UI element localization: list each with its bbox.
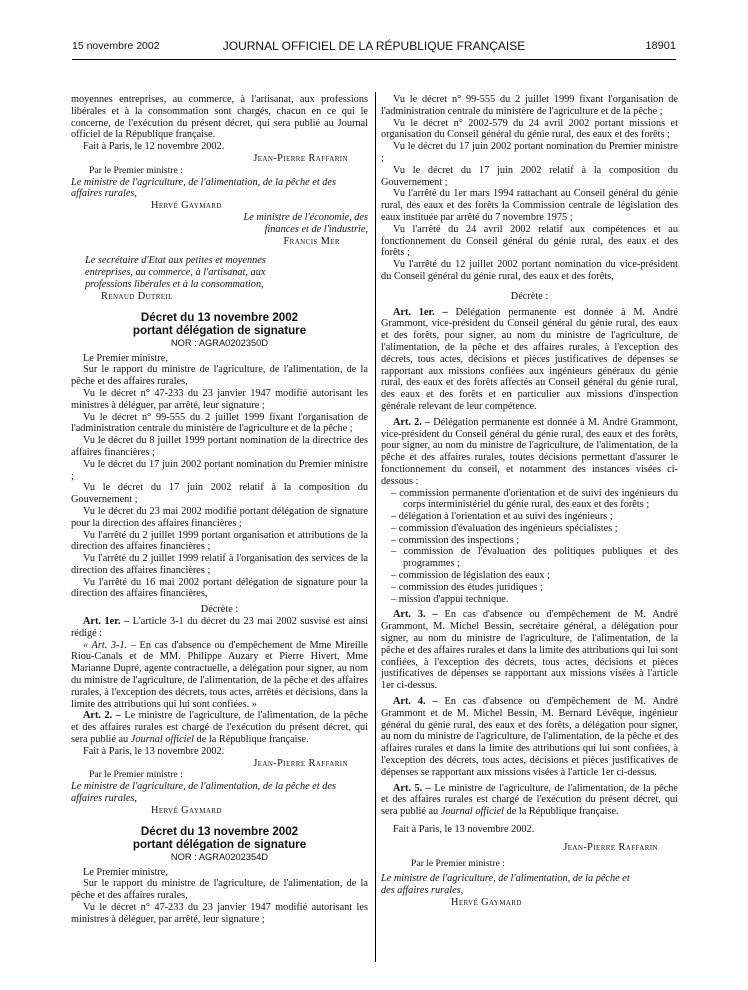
signature-premier-ministre: Jean-Pierre Raffarin — [253, 757, 348, 769]
left-column — [71, 94, 368, 926]
visa: Vu l'arrêté du 16 mai 2002 portant délégation de signature pour la direction des affaires financières, — [71, 576, 368, 600]
visa: Vu le décret du 23 mai 2002 modifié portant délégation de signature pour la direction des affaires financières ; — [71, 505, 368, 529]
list-item: – délégation à l'orientation et au suivi des ingénieurs ; — [391, 511, 613, 523]
signature-dutreil: Renaud Dutreil — [101, 290, 173, 302]
list-item: – commission des études juridiques ; — [391, 581, 543, 593]
decree-title: Décret du 13 novembre 2002 — [140, 824, 299, 838]
ministre-agriculture-title: Le ministre de l'agriculture, de l'alimentation, de la pêche et des affaires rurales, — [381, 873, 630, 897]
article-label: Art. 3. – — [393, 609, 438, 621]
signature-mer: Francis Mer — [283, 235, 340, 247]
signature-gaymard: Hervé Gaymard — [451, 897, 522, 908]
par-le-premier-ministre: Par le Premier ministre : — [89, 769, 183, 781]
visa: Vu le décret du 17 juin 2002 relatif à la composition du Gouvernement ; — [381, 164, 678, 188]
right-column — [381, 94, 678, 909]
list-item: – commission permanente d'orientation et de suivi des ingénieurs du corps interministériel du génie rural, des eaux et des forêts ; — [391, 487, 678, 511]
visa: Vu le décret n° 47-233 du 23 janvier 1947 modifié autorisant les ministres à déléguer, par arrêté, leur signature ; — [71, 387, 368, 411]
visa: Vu l'arrêté du 24 avril 2002 relatif aux compétences et au fonctionnement du Conseil général du génie rural, des eaux et des forêts ; — [381, 223, 678, 259]
article-label: « Art. 3-1. – — [83, 639, 136, 651]
decree-title: Décret du 13 novembre 2002 — [140, 310, 299, 324]
signature-premier-ministre: Jean-Pierre Raffarin — [563, 841, 658, 853]
visa: Sur le rapport du ministre de l'agriculture, de l'alimentation, de la pêche et des affaires rurales, — [71, 364, 368, 388]
decree-subtitle: portant délégation de signature — [132, 837, 307, 851]
article-2: Art. 2. – Le ministre de l'agriculture, de l'alimentation, de la pêche et des affaires rurales est chargé de l'exécution du présent décret, qui sera publié au Journal officiel de la République française. — [71, 710, 368, 746]
visa: Sur le rapport du ministre de l'agriculture, de l'alimentation, de la pêche et des affaires rurales, — [71, 878, 368, 902]
fait-a-paris: Fait à Paris, le 13 novembre 2002. — [393, 824, 535, 836]
article-label: Art. 1er. – — [83, 616, 130, 628]
visa: Vu le décret du 17 juin 2002 portant nomination du Premier ministre ; — [71, 458, 368, 482]
visa: Vu le décret n° 47-233 du 23 janvier 1947 modifié autorisant les ministres à déléguer, par arrêté, leur signature ; — [71, 902, 368, 925]
visa: Vu le décret n° 2002-579 du 24 avril 2002 portant missions et organisation du Conseil général du génie rural, des eaux et des forêts ; — [381, 117, 678, 141]
premier-ministre: Le Premier ministre, — [83, 352, 168, 364]
list-item: – commission des inspections ; — [391, 534, 520, 546]
list-item: – mission d'appui technique. — [391, 593, 509, 605]
ministre-agriculture-title: Le ministre de l'agriculture, de l'alimentation, de la pêche et des affaires rurales, — [71, 781, 337, 805]
page-number: 18901 — [645, 40, 676, 52]
visa: Vu l'arrêté du 12 juillet 2002 portant nomination du vice-président du Conseil général du génie rural, des eaux et des forêts, — [381, 259, 678, 282]
header-rule — [72, 59, 676, 60]
article-label: Art. 2. – — [393, 416, 431, 428]
commission-list — [381, 488, 678, 606]
decree-subtitle: portant délégation de signature — [132, 323, 307, 337]
visa: Vu le décret du 8 juillet 1999 portant nomination de la directrice des affaires financières ; — [71, 435, 368, 458]
intro-text: moyennes entreprises, au commerce, à l'artisanat, aux professions libérales et à la consommation sont chargés, chacun en ce qui le concerne, de l'exécution du présent décret, qui sera publié au Journal officiel de la République française. — [71, 94, 368, 141]
article-1: Art. 1er. – Délégation permanente est donnée à M. André Grammont, vice-président du Conseil général du génie rural, des eaux et des forêts, pour signer, au nom du ministre de l'agriculture, de l'alimentation, de la pêche et des affaires rurales, à l'exception des décrets, tous actes, décisions et pièces justificatives de dépenses se rapportant aux missions confiées aux ingénieurs généraux du génie rural, des eaux et des forêts affectés au Conseil général du génie rural, des eaux et des forêts et en particulier aux missions d'inspection générale relevant de leur compétence. — [381, 306, 678, 412]
decree-nor: NOR : AGRA0202350D — [170, 337, 269, 348]
article-3: Art. 3. – En cas d'absence ou d'empêchement de M. André Grammont, M. Michel Bessin, secrétaire général, a délégation pour signer, au nom du ministre de l'agriculture, de l'alimentation, de la pêche et des affaires rurales et dans la limite des attributions qui lui sont confiées, à l'exception des décrets, tous actes, décisions et pièces justificatives de dépenses se rapportant aux missions visées à l'article 1er ci-dessus. — [381, 609, 678, 692]
article-3-1: « Art. 3-1. – En cas d'absence ou d'empêchement de Mme Mireille Riou-Canals et de MM. Philippe Auzary et Pierre Hivert, Mme Marianne Dupré, agente contractuelle, a délégation pour signer, au nom du ministre de l'agriculture, de l'alimentation, de la pêche et des affaires rurales, à l'exception des décrets, tous actes, arrêtés et décisions, dans la limite des attributions qui lui sont confiées. » — [71, 639, 368, 710]
par-le-premier-ministre: Par le Premier ministre : — [411, 857, 505, 869]
secretaire-etat-title: Le secrétaire d'Etat aux petites et moyennes entreprises, au commerce, à l'artisanat, aux professions libérales et à la consommation, — [85, 255, 266, 290]
article-label: Art. 2. – — [83, 710, 121, 722]
decrete: Décrète : — [510, 290, 549, 302]
fait-a-paris: Fait à Paris, le 13 novembre 2002. — [83, 745, 225, 757]
column-divider — [375, 92, 376, 962]
signature-gaymard: Hervé Gaymard — [151, 200, 222, 212]
article-label: Art. 4. – — [393, 696, 438, 708]
par-le-premier-ministre: Par le Premier ministre : — [89, 164, 183, 176]
list-item: – commission de législation des eaux ; — [391, 570, 551, 582]
article-5: Art. 5. – Le ministre de l'agriculture, de l'alimentation, de la pêche et des affaires rurales est chargé de l'exécution du présent décret, qui sera publié au Journal officiel de la République française. — [381, 782, 678, 818]
article-1: Art. 1er. – L'article 3-1 du décret du 23 mai 2002 susvisé est ainsi rédigé : — [71, 616, 368, 639]
visa: Vu le décret n° 99-555 du 2 juillet 1999 fixant l'organisation de l'administration centrale du ministère de l'agriculture et de la pêche ; — [71, 411, 368, 435]
premier-ministre: Le Premier ministre, — [83, 866, 168, 878]
decree-nor: NOR : AGRA0202354D — [170, 851, 269, 862]
visa: Vu le décret du 17 juin 2002 relatif à la composition du Gouvernement ; — [71, 482, 368, 506]
visa: Vu l'arrêté du 2 juillet 1999 portant organisation et attributions de la direction des affaires financières ; — [71, 529, 368, 553]
signature-gaymard: Hervé Gaymard — [151, 804, 222, 816]
article-4: Art. 4. – En cas d'absence ou d'empêchement de M. André Grammont et de M. Michel Bessin, M. Bernard Lévêque, ingénieur général du génie rural, des eaux et des forêts, a délégation pour signer, au nom du ministre de l'agriculture, de l'alimentation, de la pêche et des affaires rurales et dans la limite des attributions qui lui sont confiées, à l'exception des décrets, tous actes, décisions et pièces justificatives de dépenses se rapportant aux missions visées à l'article 1er ci-dessus. — [381, 696, 678, 778]
page-header — [72, 40, 676, 56]
visa: Vu l'arrêté du 2 juillet 1999 relatif à l'organisation des services de la direction des affaires financières ; — [71, 553, 368, 576]
article-label: Art. 5. – — [393, 782, 431, 794]
fait-a-paris: Fait à Paris, le 12 novembre 2002. — [83, 141, 225, 153]
visa: Vu le décret du 17 juin 2002 portant nomination du Premier ministre ; — [381, 141, 678, 164]
header-date: 15 novembre 2002 — [72, 40, 160, 52]
ministre-economie-title: Le ministre de l'économie, des finances et de l'industrie, — [243, 211, 368, 235]
article-label: Art. 1er. – — [393, 306, 448, 318]
visa: Vu le décret n° 99-555 du 2 juillet 1999 fixant l'organisation de l'administration centrale du ministère de l'agriculture et de la pêche ; — [381, 94, 678, 117]
decrete: Décrète : — [200, 604, 239, 616]
signature-premier-ministre: Jean-Pierre Raffarin — [253, 152, 348, 164]
journal-title: JOURNAL OFFICIEL DE LA RÉPUBLIQUE FRANÇAISE — [222, 39, 526, 53]
list-item: – commission de l'évaluation des politiques publiques et des programmes ; — [391, 546, 678, 570]
ministre-agriculture-title: Le ministre de l'agriculture, de l'alimentation, de la pêche et des affaires rurales, — [71, 176, 337, 200]
list-item: – commission d'évaluation des ingénieurs spécialistes ; — [391, 522, 618, 534]
article-2: Art. 2. – Délégation permanente est donnée à M. André Grammont, vice-président du Conseil général du génie rural, des eaux et des forêts, pour signer, au nom du ministre de l'agriculture, de l'alimentation, de la pêche et des affaires rurales, toutes décisions permettant d'assurer le fonctionnement du conseil, et notamment des instances visées ci-dessous : — [381, 416, 679, 487]
visa: Vu l'arrêté du 1er mars 1994 rattachant au Conseil général du génie rural, des eaux et des forêts la Commission centrale de législation des eaux instituée par arrêté du 7 novembre 1975 ; — [381, 188, 678, 223]
